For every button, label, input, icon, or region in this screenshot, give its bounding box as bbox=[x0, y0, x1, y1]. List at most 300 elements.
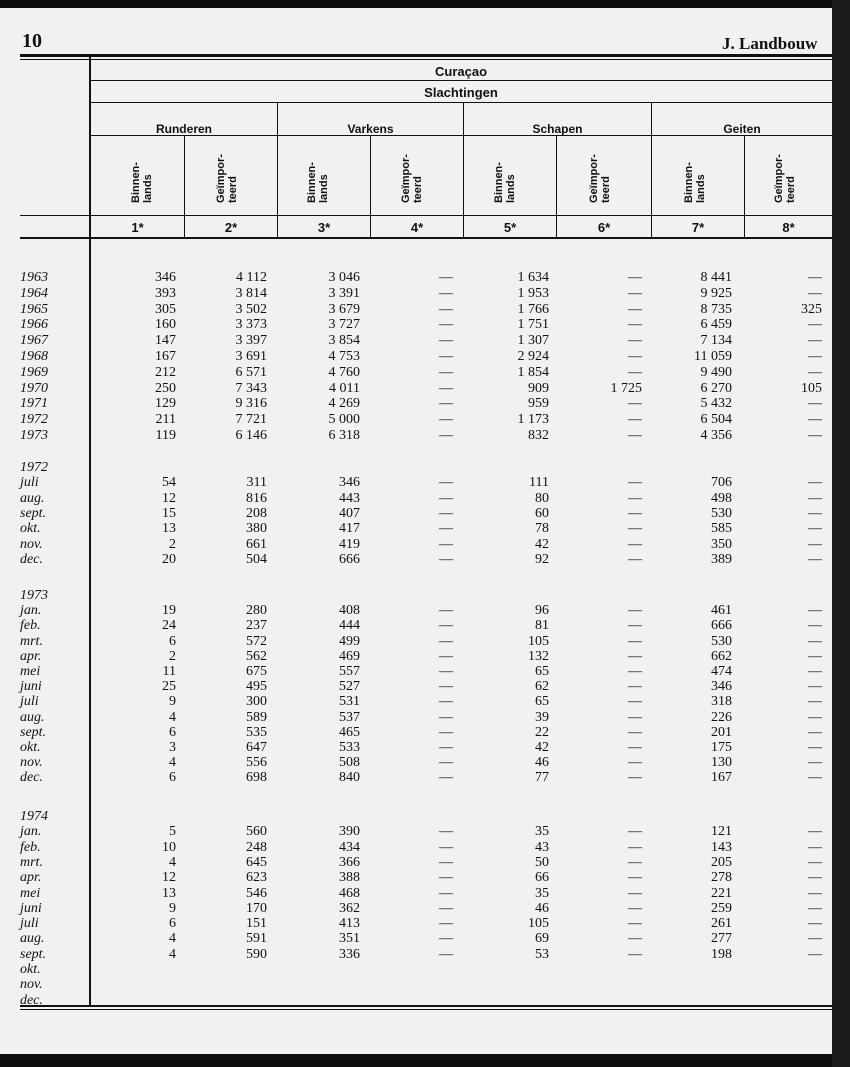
row-label: aug. bbox=[20, 709, 45, 725]
row-label: dec. bbox=[20, 770, 43, 786]
table-cell: 261 bbox=[711, 916, 732, 932]
table-cell: 706 bbox=[711, 475, 732, 491]
table-cell: — bbox=[808, 633, 822, 649]
table-cell: 201 bbox=[711, 724, 732, 740]
table-cell: — bbox=[439, 755, 453, 771]
table-cell: — bbox=[628, 521, 642, 537]
table-cell: 389 bbox=[711, 551, 732, 567]
table-cell: — bbox=[808, 270, 822, 285]
table-cell: 533 bbox=[339, 740, 360, 755]
table-cell: — bbox=[628, 870, 642, 886]
column-number: 4* bbox=[410, 220, 424, 235]
table-cell: — bbox=[808, 333, 822, 349]
table-cell: — bbox=[808, 521, 822, 537]
table-cell: — bbox=[628, 679, 642, 695]
table-cell: 4 356 bbox=[700, 428, 732, 443]
table-cell: 129 bbox=[155, 396, 176, 412]
table-cell: 305 bbox=[155, 301, 176, 317]
table-cell: 4 bbox=[169, 709, 176, 725]
table-cell: 3 bbox=[169, 740, 176, 755]
subheader-3 bbox=[306, 162, 330, 203]
table-cell: 167 bbox=[155, 349, 176, 364]
table-cell: 81 bbox=[535, 618, 549, 634]
subheader-line: Binnen- bbox=[683, 162, 695, 203]
table-cell: — bbox=[808, 664, 822, 679]
table-cell: — bbox=[808, 724, 822, 740]
table-cell: — bbox=[439, 603, 453, 619]
table-cell: 311 bbox=[246, 475, 267, 491]
table-cell: — bbox=[628, 490, 642, 506]
table-cell: 54 bbox=[162, 475, 176, 491]
table-cell: 959 bbox=[528, 396, 549, 412]
table-cell: 408 bbox=[339, 603, 360, 619]
table-cell: — bbox=[628, 349, 642, 364]
table-cell: — bbox=[439, 285, 453, 301]
table-cell: 4 bbox=[169, 854, 176, 870]
table-cell: 661 bbox=[246, 536, 267, 552]
table-cell: — bbox=[808, 870, 822, 886]
subheader-line: lands bbox=[142, 174, 154, 203]
table-cell: — bbox=[808, 709, 822, 725]
column-number: 7* bbox=[691, 220, 705, 235]
row-label: nov. bbox=[20, 755, 43, 771]
table-cell: — bbox=[808, 317, 822, 333]
table-cell: 1 953 bbox=[517, 285, 549, 301]
table-cell: 1 766 bbox=[517, 301, 549, 317]
row-label: sept. bbox=[20, 946, 47, 962]
table-cell: — bbox=[628, 475, 642, 491]
table-cell: 393 bbox=[155, 285, 176, 301]
table-cell: 92 bbox=[535, 551, 549, 567]
table-cell: 12 bbox=[162, 490, 176, 506]
table-cell: — bbox=[628, 770, 642, 786]
table-cell: — bbox=[808, 900, 822, 916]
table-cell: 25 bbox=[162, 679, 176, 695]
table-cell: 419 bbox=[339, 536, 360, 552]
table-cell: 537 bbox=[339, 709, 360, 725]
table-cell: — bbox=[808, 396, 822, 412]
table-cell: — bbox=[628, 270, 642, 285]
subheader-line: teerd bbox=[227, 176, 239, 203]
table-cell: 11 059 bbox=[694, 349, 732, 364]
table-cell: 909 bbox=[528, 380, 549, 396]
table-cell: 13 bbox=[162, 521, 176, 537]
table-cell: 6 504 bbox=[700, 412, 732, 428]
table-cell: 336 bbox=[339, 946, 360, 962]
table-cell: 407 bbox=[339, 505, 360, 521]
table-cell: 413 bbox=[339, 916, 360, 932]
table-cell: 623 bbox=[246, 870, 267, 886]
table-cell: — bbox=[628, 724, 642, 740]
rule-bottom-inner bbox=[20, 1009, 832, 1010]
row-label: juli bbox=[20, 475, 39, 491]
table-cell: 237 bbox=[246, 618, 267, 634]
table-cell: 589 bbox=[246, 709, 267, 725]
table-cell: — bbox=[628, 505, 642, 521]
table-cell: 6 bbox=[169, 916, 176, 932]
table-cell: — bbox=[439, 349, 453, 364]
table-subtitle: Slachtingen bbox=[424, 85, 498, 100]
table-cell: — bbox=[439, 412, 453, 428]
table-cell: — bbox=[439, 854, 453, 870]
table-cell: 78 bbox=[535, 521, 549, 537]
table-cell: — bbox=[808, 755, 822, 771]
row-label: sept. bbox=[20, 505, 47, 521]
table-cell: — bbox=[808, 694, 822, 710]
column-number: 5* bbox=[503, 220, 517, 235]
table-cell: 468 bbox=[339, 885, 360, 901]
table-cell: 3 691 bbox=[235, 349, 267, 364]
row-label: dec. bbox=[20, 551, 43, 567]
table-cell: 495 bbox=[246, 679, 267, 695]
table-cell: 80 bbox=[535, 490, 549, 506]
table-cell: — bbox=[808, 412, 822, 428]
table-cell: 3 814 bbox=[235, 285, 267, 301]
table-cell: 7 721 bbox=[235, 412, 267, 428]
table-cell: 211 bbox=[155, 412, 176, 428]
table-cell: 1 725 bbox=[610, 380, 642, 396]
table-cell: — bbox=[439, 770, 453, 786]
table-cell: 346 bbox=[339, 475, 360, 491]
table-cell: — bbox=[439, 396, 453, 412]
table-cell: 465 bbox=[339, 724, 360, 740]
table-cell: 10 bbox=[162, 839, 176, 855]
table-cell: — bbox=[439, 618, 453, 634]
row-label: juli bbox=[20, 916, 39, 932]
table-cell: 444 bbox=[339, 618, 360, 634]
row-label: mrt. bbox=[20, 633, 43, 649]
subheader-line: Geïmpor- bbox=[773, 154, 785, 203]
table-cell: 277 bbox=[711, 931, 732, 947]
table-cell: — bbox=[628, 618, 642, 634]
table-cell: 175 bbox=[711, 740, 732, 755]
table-cell: — bbox=[808, 285, 822, 301]
table-cell: 35 bbox=[535, 885, 549, 901]
table-cell: — bbox=[628, 885, 642, 901]
table-cell: 546 bbox=[246, 885, 267, 901]
table-cell: 105 bbox=[801, 380, 822, 396]
table-cell: 531 bbox=[339, 694, 360, 710]
table-cell: — bbox=[439, 648, 453, 664]
table-cell: 278 bbox=[711, 870, 732, 886]
row-label: okt. bbox=[20, 740, 41, 755]
table-cell: — bbox=[808, 824, 822, 840]
table-cell: 46 bbox=[535, 900, 549, 916]
table-cell: — bbox=[808, 603, 822, 619]
table-cell: 1 634 bbox=[517, 270, 549, 285]
row-label: 1965 bbox=[20, 301, 48, 317]
table-cell: 208 bbox=[246, 505, 267, 521]
table-cell: — bbox=[628, 900, 642, 916]
table-cell: 35 bbox=[535, 824, 549, 840]
table-cell: 5 bbox=[169, 824, 176, 840]
table-cell: 647 bbox=[246, 740, 267, 755]
subheader-line: Binnen- bbox=[306, 162, 318, 203]
table-cell: — bbox=[808, 648, 822, 664]
row-label: mrt. bbox=[20, 854, 43, 870]
table-cell: 9 bbox=[169, 900, 176, 916]
table-cell: 504 bbox=[246, 551, 267, 567]
group-header: Geiten bbox=[723, 122, 761, 136]
page-number: 10 bbox=[22, 30, 42, 52]
column-number: 3* bbox=[317, 220, 331, 235]
table-cell: 698 bbox=[246, 770, 267, 786]
table-cell: — bbox=[628, 333, 642, 349]
table-cell: — bbox=[808, 536, 822, 552]
table-cell: 390 bbox=[339, 824, 360, 840]
table-cell: — bbox=[628, 396, 642, 412]
table-cell: 816 bbox=[246, 490, 267, 506]
table-cell: 9 bbox=[169, 694, 176, 710]
table-cell: 832 bbox=[528, 428, 549, 443]
table-cell: 160 bbox=[155, 317, 176, 333]
table-cell: 4 bbox=[169, 755, 176, 771]
column-number: 1* bbox=[131, 220, 144, 235]
region-heading: Curaçao bbox=[434, 64, 488, 79]
row-label: apr. bbox=[20, 870, 42, 886]
group-header: Runderen bbox=[155, 122, 212, 136]
table-cell: 19 bbox=[162, 603, 176, 619]
subheader-7 bbox=[683, 162, 707, 203]
table-cell: 3 502 bbox=[235, 301, 267, 317]
row-label: mei bbox=[20, 664, 41, 679]
row-label: feb. bbox=[20, 618, 41, 634]
table-cell: — bbox=[439, 270, 453, 285]
table-cell: 469 bbox=[339, 648, 360, 664]
table-cell: — bbox=[808, 854, 822, 870]
table-cell: 5 432 bbox=[700, 396, 732, 412]
document-page bbox=[0, 8, 832, 1054]
table-cell: 527 bbox=[339, 679, 360, 695]
row-label: dec. bbox=[20, 992, 43, 1008]
table-cell: 22 bbox=[535, 724, 549, 740]
table-cell: 346 bbox=[155, 270, 176, 285]
table-cell: 42 bbox=[535, 536, 549, 552]
row-label: 1964 bbox=[20, 285, 48, 301]
table-cell: 840 bbox=[339, 770, 360, 786]
row-label: jan. bbox=[20, 824, 42, 840]
table-cell: — bbox=[439, 709, 453, 725]
table-cell: 43 bbox=[535, 839, 549, 855]
table-cell: 346 bbox=[711, 679, 732, 695]
table-cell: 170 bbox=[246, 900, 267, 916]
table-cell: — bbox=[439, 505, 453, 521]
table-cell: — bbox=[439, 475, 453, 491]
table-cell: — bbox=[439, 536, 453, 552]
table-cell: 2 924 bbox=[517, 349, 549, 364]
table-cell: — bbox=[628, 664, 642, 679]
subheader-line: teerd bbox=[600, 176, 612, 203]
table-cell: 77 bbox=[535, 770, 549, 786]
table-cell: — bbox=[808, 618, 822, 634]
table-cell: 53 bbox=[535, 946, 549, 962]
table-cell: 226 bbox=[711, 709, 732, 725]
row-label: juni bbox=[20, 900, 42, 916]
table-cell: — bbox=[808, 839, 822, 855]
table-cell: 20 bbox=[162, 551, 176, 567]
table-cell: — bbox=[439, 521, 453, 537]
table-cell: 105 bbox=[528, 916, 549, 932]
table-cell: 6 571 bbox=[235, 364, 267, 380]
table-cell: — bbox=[808, 885, 822, 901]
row-label: nov. bbox=[20, 977, 43, 993]
table-cell: 121 bbox=[711, 824, 732, 840]
table-cell: — bbox=[808, 490, 822, 506]
table-cell: 362 bbox=[339, 900, 360, 916]
table-cell: 557 bbox=[339, 664, 360, 679]
table-cell: 151 bbox=[246, 916, 267, 932]
table-cell: 13 bbox=[162, 885, 176, 901]
subheader-8 bbox=[773, 154, 797, 203]
table-cell: 3 373 bbox=[235, 317, 267, 333]
table-cell: 60 bbox=[535, 505, 549, 521]
table-cell: 4 753 bbox=[328, 349, 360, 364]
table-cell: 1 751 bbox=[517, 317, 549, 333]
table-cell: 147 bbox=[155, 333, 176, 349]
table-cell: 3 397 bbox=[235, 333, 267, 349]
subheader-line: teerd bbox=[412, 176, 424, 203]
table-cell: — bbox=[808, 679, 822, 695]
table-cell: 591 bbox=[246, 931, 267, 947]
table-cell: 4 bbox=[169, 931, 176, 947]
table-cell: 7 134 bbox=[700, 333, 732, 349]
table-cell: — bbox=[628, 946, 642, 962]
table-cell: 366 bbox=[339, 854, 360, 870]
table-cell: 248 bbox=[246, 839, 267, 855]
row-label: feb. bbox=[20, 839, 41, 855]
table-cell: 3 391 bbox=[328, 285, 360, 301]
table-cell: 530 bbox=[711, 505, 732, 521]
table-cell: — bbox=[439, 333, 453, 349]
table-cell: 42 bbox=[535, 740, 549, 755]
table-cell: 4 269 bbox=[328, 396, 360, 412]
table-cell: 300 bbox=[246, 694, 267, 710]
table-cell: 1 854 bbox=[517, 364, 549, 380]
table-cell: — bbox=[439, 364, 453, 380]
table-cell: 24 bbox=[162, 618, 176, 634]
rule-subtitle bbox=[90, 102, 832, 103]
rule-top-inner bbox=[20, 59, 832, 60]
table-cell: — bbox=[628, 931, 642, 947]
table-cell: — bbox=[628, 317, 642, 333]
table-cell: 562 bbox=[246, 648, 267, 664]
table-cell: — bbox=[808, 931, 822, 947]
table-cell: — bbox=[628, 412, 642, 428]
table-cell: — bbox=[439, 839, 453, 855]
rule-bottom bbox=[20, 1005, 832, 1007]
row-label: apr. bbox=[20, 648, 42, 664]
subheader-line: Geïmpor- bbox=[588, 154, 600, 203]
table-cell: 498 bbox=[711, 490, 732, 506]
row-label: 1973 bbox=[20, 428, 48, 443]
row-label: 1974 bbox=[20, 809, 48, 824]
table-cell: — bbox=[628, 854, 642, 870]
row-label: juli bbox=[20, 694, 39, 710]
table-cell: 560 bbox=[246, 824, 267, 840]
table-cell: — bbox=[439, 824, 453, 840]
table-cell: 65 bbox=[535, 664, 549, 679]
row-label: jan. bbox=[20, 603, 42, 619]
table-cell: 111 bbox=[529, 475, 549, 491]
table-cell: — bbox=[628, 551, 642, 567]
table-cell: — bbox=[439, 694, 453, 710]
table-cell: — bbox=[628, 824, 642, 840]
row-label: 1972 bbox=[20, 412, 48, 428]
table-cell: — bbox=[628, 916, 642, 932]
table-cell: — bbox=[808, 475, 822, 491]
row-label: 1967 bbox=[20, 333, 48, 349]
row-label: 1971 bbox=[20, 396, 48, 412]
row-label: 1969 bbox=[20, 364, 48, 380]
table-cell: — bbox=[628, 648, 642, 664]
scan-edge-shadow bbox=[832, 0, 850, 1067]
table-cell: 6 459 bbox=[700, 317, 732, 333]
table-cell: 318 bbox=[711, 694, 732, 710]
subheader-line: Binnen- bbox=[130, 162, 142, 203]
column-number: 2* bbox=[224, 220, 238, 235]
table-cell: 530 bbox=[711, 633, 732, 649]
stub-divider bbox=[89, 54, 91, 1005]
table-cell: 474 bbox=[711, 664, 732, 679]
table-cell: 351 bbox=[339, 931, 360, 947]
subheader-line: Geïmpor- bbox=[215, 154, 227, 203]
subheader-line: lands bbox=[505, 174, 517, 203]
table-cell: — bbox=[439, 380, 453, 396]
table-cell: 1 173 bbox=[517, 412, 549, 428]
subheader-1 bbox=[130, 162, 154, 203]
row-label: 1968 bbox=[20, 349, 48, 364]
table-cell: 6 270 bbox=[700, 380, 732, 396]
table-cell: — bbox=[439, 317, 453, 333]
table-cell: 4 112 bbox=[236, 270, 267, 285]
table-cell: 105 bbox=[528, 633, 549, 649]
subheader-line: teerd bbox=[785, 176, 797, 203]
table-cell: 212 bbox=[155, 364, 176, 380]
table-cell: — bbox=[808, 364, 822, 380]
table-cell: — bbox=[439, 633, 453, 649]
table-cell: — bbox=[628, 364, 642, 380]
table-cell: 388 bbox=[339, 870, 360, 886]
table-cell: 6 bbox=[169, 770, 176, 786]
table-cell: — bbox=[628, 285, 642, 301]
table-cell: 205 bbox=[711, 854, 732, 870]
table-cell: 46 bbox=[535, 755, 549, 771]
table-cell: 167 bbox=[711, 770, 732, 786]
table-cell: — bbox=[808, 916, 822, 932]
row-label: okt. bbox=[20, 962, 41, 977]
row-label: 1973 bbox=[20, 588, 48, 603]
table-cell: 645 bbox=[246, 854, 267, 870]
group-header: Varkens bbox=[347, 122, 394, 136]
table-cell: 259 bbox=[711, 900, 732, 916]
row-label: nov. bbox=[20, 536, 43, 552]
table-cell: — bbox=[628, 755, 642, 771]
running-header: J. Landbouw bbox=[722, 34, 818, 53]
table-cell: 675 bbox=[246, 664, 267, 679]
row-label: 1963 bbox=[20, 270, 48, 285]
table-cell: — bbox=[808, 551, 822, 567]
subheader-2 bbox=[215, 154, 239, 203]
table-cell: 4 bbox=[169, 946, 176, 962]
table-cell: 250 bbox=[155, 380, 176, 396]
table-cell: — bbox=[808, 505, 822, 521]
table-cell: — bbox=[439, 870, 453, 886]
table-cell: — bbox=[439, 664, 453, 679]
table-cell: 3 679 bbox=[328, 301, 360, 317]
table-cell: 590 bbox=[246, 946, 267, 962]
column-number: 6* bbox=[597, 220, 611, 235]
table-cell: 143 bbox=[711, 839, 732, 855]
